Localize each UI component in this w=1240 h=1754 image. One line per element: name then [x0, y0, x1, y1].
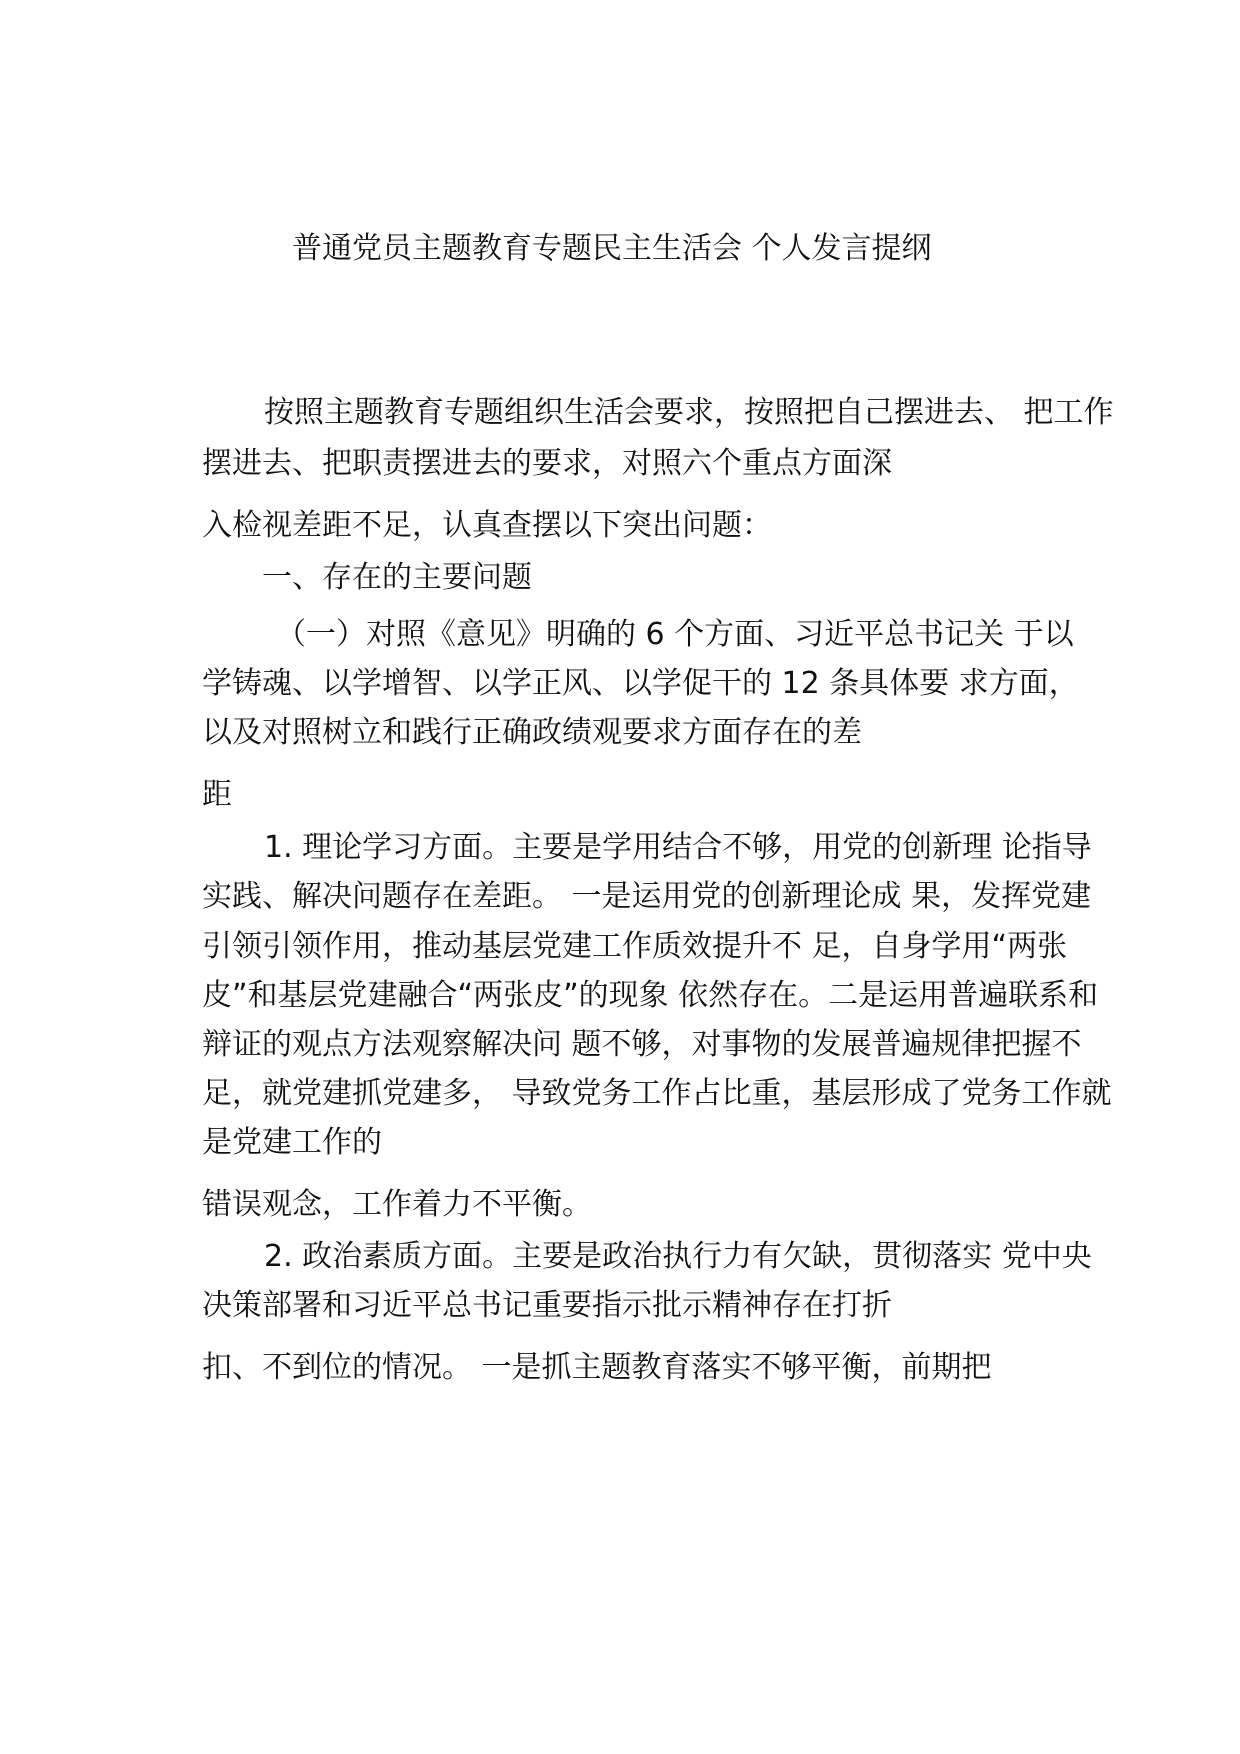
body-line: 扣、不到位的情况。 一是抓主题教育落实不够平衡，前期把	[202, 1350, 992, 1385]
body-line: 按照主题教育专题组织生活会要求，按照把自己摆进去、 把工作	[264, 395, 1114, 430]
body-line: 决策部署和习近平总书记重要指示批示精神存在打折	[202, 1288, 892, 1323]
body-line: 摆进去、把职责摆进去的要求，对照六个重点方面深	[202, 446, 892, 481]
document-title: 普通党员主题教育专题民主生活会 个人发言提纲	[292, 231, 932, 266]
body-line: 距	[202, 777, 232, 812]
body-line: 足，就党建抓党建多， 导致党务工作占比重，基层形成了党务工作就	[202, 1076, 1112, 1111]
body-line: 引领引领作用，推动基层党建工作质效提升不 足，自身学用“两张	[202, 929, 1068, 964]
body-line: 辩证的观点方法观察解决问 题不够，对事物的发展普遍规律把握不	[202, 1027, 1082, 1062]
body-line: 学铸魂、以学增智、以学正风、以学促干的 12 条具体要 求方面，	[202, 666, 1079, 701]
body-line: 错误观念，工作着力不平衡。	[202, 1187, 592, 1222]
body-line: 实践、解决问题存在差距。 一是运用党的创新理论成 果，发挥党建	[202, 879, 1092, 914]
body-line: 2. 政治素质方面。主要是政治执行力有欠缺，贯彻落实 党中央	[264, 1239, 1092, 1274]
body-line: 入检视差距不足，认真查摆以下突出问题：	[202, 508, 772, 543]
body-line: 以及对照树立和践行正确政绩观要求方面存在的差	[202, 715, 862, 750]
body-line: 是党建工作的	[202, 1125, 382, 1160]
body-line: 1. 理论学习方面。主要是学用结合不够，用党的创新理 论指导	[264, 830, 1092, 865]
body-line: （一）对照《意见》明确的 6 个方面、习近平总书记关 于以	[276, 617, 1074, 652]
section-heading: 一、存在的主要问题	[262, 560, 532, 595]
body-line: 皮”和基层党建融合“两张皮”的现象 依然存在。二是运用普遍联系和	[202, 978, 1099, 1013]
